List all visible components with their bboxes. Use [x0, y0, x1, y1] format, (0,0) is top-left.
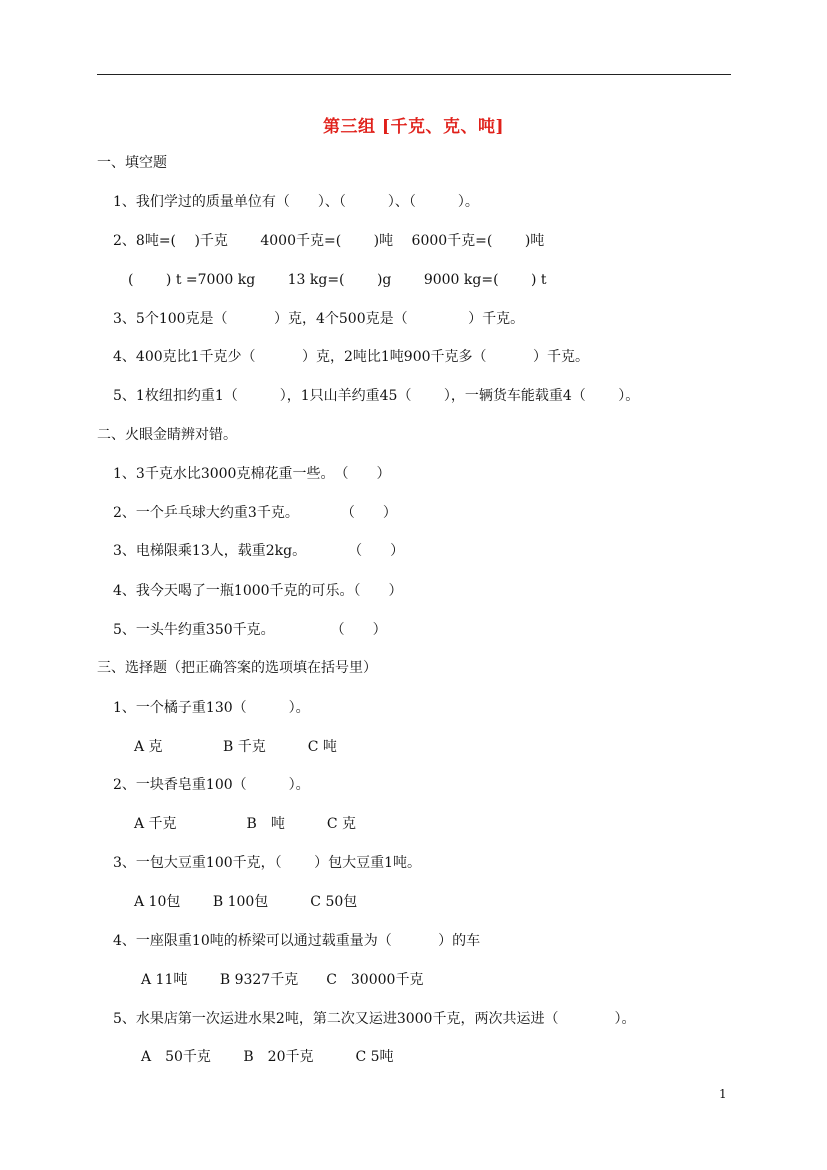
question-text: 4、一座限重10吨的桥梁可以通过载重量为（ ）的车: [113, 933, 481, 949]
choice-options: A 千克 B 吨 C 克: [134, 816, 357, 832]
header-rule: [97, 74, 731, 75]
question-text: 3、电梯限乘13人，载重2kg。 （ ）: [113, 543, 405, 559]
section-heading-multiple-choice: 三、选择题（把正确答案的选项填在括号里）: [97, 660, 377, 676]
question-text: 2、一块香皂重100（ ）。: [113, 777, 310, 793]
choice-options: A 50千克 B 20千克 C 5吨: [141, 1049, 394, 1065]
choice-options: A 克 B 千克 C 吨: [134, 739, 337, 755]
question-text: 5、一头牛约重350千克。 （ ）: [113, 622, 387, 638]
question-text: 1、我们学过的质量单位有（ ）、（ ）、（ ）。: [113, 194, 479, 210]
page-number: 1: [719, 1087, 727, 1101]
question-text: 5、1枚纽扣约重1（ ），1只山羊约重45（ ），一辆货车能载重4（ ）。: [113, 388, 640, 404]
question-text: 3、一包大豆重100千克，（ ）包大豆重1吨。: [113, 855, 421, 871]
question-text: 1、3千克水比3000克棉花重一些。 （ ）: [113, 466, 391, 482]
section-heading-fill-blank: 一、填空题: [97, 155, 167, 171]
question-text: 5、水果店第一次运进水果2吨，第二次又运进3000千克，两次共运进（ ）。: [113, 1011, 636, 1027]
page-title: 第三组 [千克、克、吨]: [322, 117, 504, 137]
question-text: 1、一个橘子重130（ ）。: [113, 700, 310, 716]
question-text: ( ) t =7000 kg 13 kg=( )g 9000 kg=( ) t: [128, 272, 547, 288]
question-text: 4、400克比1千克少（ ）克，2吨比1吨900千克多（ ）千克。: [113, 349, 589, 365]
question-text: 2、8吨=( )千克 4000千克=( )吨 6000千克=( )吨: [113, 233, 545, 249]
section-heading-true-false: 二、火眼金睛辨对错。: [97, 427, 237, 443]
question-text: 3、5个100克是（ ）克，4个500克是（ ）千克。: [113, 311, 525, 327]
question-text: 4、我今天喝了一瓶1000千克的可乐。（ ）: [113, 583, 403, 599]
question-text: 2、一个乒乓球大约重3千克。 （ ）: [113, 505, 397, 521]
choice-options: A 10包 B 100包 C 50包: [134, 894, 358, 910]
choice-options: A 11吨 B 9327千克 C 30000千克: [141, 972, 424, 988]
